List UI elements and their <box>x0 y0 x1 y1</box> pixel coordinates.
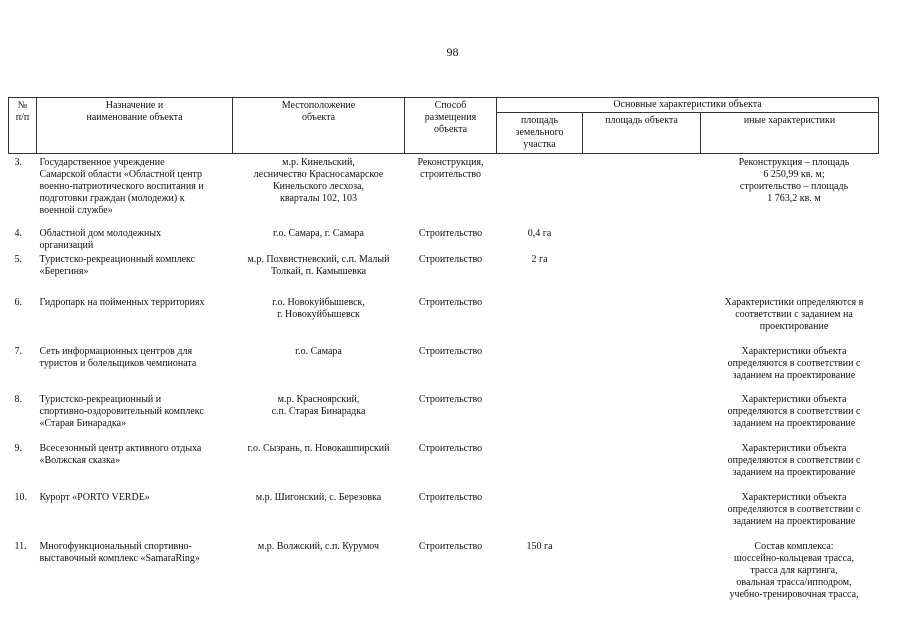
cell-location <box>233 443 405 492</box>
cell-line: г.о. Самара, г. Самара <box>273 227 364 239</box>
cell-name <box>37 346 233 394</box>
cell-num <box>9 443 37 492</box>
cell-method <box>405 228 497 254</box>
cell-line: трасса для картинга, <box>750 564 838 576</box>
cell-line: 2 га <box>531 253 548 265</box>
cell-land-area <box>497 254 583 297</box>
cell-line: 6 250,99 кв. м; <box>763 169 825 180</box>
cell-line: Характеристики объекта <box>741 393 847 405</box>
cell-other <box>701 443 879 492</box>
cell-line: организаций <box>39 239 94 251</box>
cell-num <box>9 346 37 394</box>
cell-land-area <box>497 228 583 254</box>
cell-object-area <box>583 254 701 297</box>
header-location: Местоположение объекта <box>233 98 405 154</box>
cell-line: заданием на проектирование <box>732 369 856 381</box>
cell-line: спортивно-оздоровительный комплекс <box>39 405 204 417</box>
cell-line: строительство <box>419 169 482 180</box>
cell-method <box>405 492 497 541</box>
row-number: 9. <box>14 442 22 454</box>
cell-land-area <box>497 154 583 228</box>
cell-line: военно-патриотического воспитания и <box>39 181 204 192</box>
cell-name <box>37 443 233 492</box>
cell-line: шоссейно-кольцевая трасса, <box>734 552 854 564</box>
cell-num <box>9 254 37 297</box>
row-number: 6. <box>14 296 22 308</box>
cell-line: м.р. Волжский, с.п. Курумоч <box>257 540 380 552</box>
cell-line: Строительство <box>418 442 483 454</box>
cell-line: определяются в соответствии с <box>727 405 861 417</box>
cell-line: Строительство <box>418 296 483 308</box>
header-characteristics: Основные характеристики объекта <box>497 98 879 113</box>
cell-line: г.о. Самара <box>295 345 342 357</box>
cell-line: Строительство <box>418 393 483 405</box>
cell-line: Характеристики объекта <box>741 491 847 503</box>
cell-object-area <box>583 394 701 443</box>
cell-name <box>37 297 233 346</box>
cell-other <box>701 154 879 228</box>
cell-line: Строительство <box>418 345 483 357</box>
cell-line: Многофункциональный спортивно- <box>39 540 192 552</box>
cell-location <box>233 254 405 297</box>
cell-other <box>701 541 879 631</box>
table-body <box>9 154 879 631</box>
cell-location <box>233 297 405 346</box>
table-row <box>9 394 879 443</box>
cell-object-area <box>583 228 701 254</box>
cell-line: «Берегиня» <box>39 265 89 277</box>
cell-num <box>9 297 37 346</box>
cell-object-area <box>583 541 701 631</box>
cell-line: Реконструкция – площадь <box>738 157 850 168</box>
cell-object-area <box>583 443 701 492</box>
cell-line: Всесезонный центр активного отдыха <box>39 442 202 454</box>
cell-object-area <box>583 492 701 541</box>
cell-line: Туристско-рекреационный и <box>39 393 162 405</box>
cell-line: с.п. Старая Бинарадка <box>271 405 366 417</box>
cell-name <box>37 254 233 297</box>
cell-line: кварталы 102, 103 <box>280 193 357 204</box>
cell-line: учебно-тренировочная трасса, <box>729 588 859 600</box>
cell-method <box>405 443 497 492</box>
cell-method <box>405 254 497 297</box>
header-name: Назначение и наименование объекта <box>37 98 233 154</box>
cell-line: лесничество Красносамарское <box>253 169 384 180</box>
cell-other <box>701 394 879 443</box>
cell-line: Кинельского лесхоза, <box>273 181 364 192</box>
header-num: № п/п <box>9 98 37 154</box>
cell-line: овальная трасса/ипподром, <box>736 576 852 588</box>
cell-location <box>233 541 405 631</box>
cell-line: военной службе» <box>39 205 113 216</box>
table-row <box>9 228 879 254</box>
cell-line: м.р. Похвистневский, с.п. Малый <box>247 253 390 265</box>
cell-line: выставочный комплекс «SamaraRing» <box>39 552 200 564</box>
cell-line: 150 га <box>526 540 553 552</box>
row-number: 10. <box>14 491 27 503</box>
cell-method <box>405 297 497 346</box>
cell-line: определяются в соответствии с <box>727 503 861 515</box>
cell-num <box>9 541 37 631</box>
cell-line: определяются в соответствии с <box>727 357 861 369</box>
cell-land-area <box>497 443 583 492</box>
cell-other <box>701 254 879 297</box>
cell-line: «Старая Бинарадка» <box>39 417 127 429</box>
cell-line: определяются в соответствии с <box>727 454 861 466</box>
cell-line: Гидропарк на пойменных территориях <box>39 296 205 308</box>
cell-line: м.р. Кинельский, <box>282 157 355 168</box>
cell-line: 0,4 га <box>527 227 552 239</box>
row-number: 8. <box>14 393 22 405</box>
cell-other <box>701 297 879 346</box>
cell-line: Строительство <box>418 491 483 503</box>
cell-line: Характеристики объекта <box>741 442 847 454</box>
cell-line: соответствии с заданием на <box>735 308 853 320</box>
cell-line: м.р. Красноярский, <box>277 393 360 405</box>
cell-method <box>405 394 497 443</box>
cell-land-area <box>497 492 583 541</box>
cell-land-area <box>497 541 583 631</box>
cell-line: Толкай, п. Камышевка <box>270 265 367 277</box>
cell-line: Характеристики определяются в <box>724 296 864 308</box>
cell-location <box>233 492 405 541</box>
row-number: 5. <box>14 253 22 265</box>
cell-method <box>405 154 497 228</box>
cell-line: строительство – площадь <box>739 181 849 192</box>
cell-line: Туристско-рекреационный комплекс <box>39 253 196 265</box>
row-number: 7. <box>14 345 22 357</box>
objects-table <box>8 97 879 631</box>
cell-line: м.р. Шигонский, с. Березовка <box>255 491 382 503</box>
header-method: Способ размещения объекта <box>405 98 497 154</box>
cell-location <box>233 346 405 394</box>
cell-line: заданием на проектирование <box>732 515 856 527</box>
table-row <box>9 154 879 228</box>
cell-num <box>9 228 37 254</box>
cell-num <box>9 492 37 541</box>
cell-other <box>701 346 879 394</box>
table-row <box>9 443 879 492</box>
cell-num <box>9 154 37 228</box>
cell-method <box>405 541 497 631</box>
cell-line: г. Новокуйбышевск <box>277 308 360 320</box>
cell-line: проектирование <box>759 320 829 332</box>
cell-land-area <box>497 297 583 346</box>
cell-line: Строительство <box>418 540 483 552</box>
cell-land-area <box>497 346 583 394</box>
cell-line: Сеть информационных центров для <box>39 345 193 357</box>
row-number: 11. <box>14 540 27 552</box>
cell-line: Характеристики объекта <box>741 345 847 357</box>
cell-line: Строительство <box>418 227 483 239</box>
cell-name <box>37 154 233 228</box>
row-number: 3. <box>14 157 22 168</box>
cell-land-area <box>497 394 583 443</box>
row-number: 4. <box>14 227 22 239</box>
cell-line: Самарской области «Областной центр <box>39 169 203 180</box>
cell-line: заданием на проектирование <box>732 466 856 478</box>
cell-other <box>701 492 879 541</box>
cell-name <box>37 228 233 254</box>
cell-line: Государственное учреждение <box>39 157 165 168</box>
table-row <box>9 541 879 631</box>
cell-location <box>233 228 405 254</box>
cell-location <box>233 394 405 443</box>
cell-line: Состав комплекса: <box>754 540 834 552</box>
cell-line: г.о. Новокуйбышевск, <box>272 296 365 308</box>
cell-line: «Волжская сказка» <box>39 454 121 466</box>
cell-object-area <box>583 154 701 228</box>
table-row <box>9 297 879 346</box>
cell-line: туристов и болельщиков чемпионата <box>39 357 197 369</box>
cell-object-area <box>583 346 701 394</box>
header-object-area: площадь объекта <box>583 113 701 154</box>
cell-line: заданием на проектирование <box>732 417 856 429</box>
cell-object-area <box>583 297 701 346</box>
header-land-area: площадь земельного участка <box>497 113 583 154</box>
cell-line: Курорт «PORTO VERDE» <box>39 491 150 503</box>
table-row <box>9 492 879 541</box>
table-row <box>9 254 879 297</box>
cell-line: г.о. Сызрань, п. Новокашпирский <box>247 442 390 454</box>
cell-line: Областной дом молодежных <box>39 227 162 239</box>
header-other: иные характеристики <box>701 113 879 154</box>
cell-line: Строительство <box>418 253 483 265</box>
cell-method <box>405 346 497 394</box>
cell-name <box>37 541 233 631</box>
cell-line: 1 763,2 кв. м <box>767 193 821 204</box>
cell-line: подготовки граждан (молодежи) к <box>39 193 185 204</box>
cell-line: Реконструкция, <box>417 157 484 168</box>
page-number: 98 <box>446 45 459 59</box>
table-row <box>9 346 879 394</box>
cell-name <box>37 492 233 541</box>
table-header <box>9 98 879 154</box>
cell-num <box>9 394 37 443</box>
cell-other <box>701 228 879 254</box>
cell-name <box>37 394 233 443</box>
cell-location <box>233 154 405 228</box>
